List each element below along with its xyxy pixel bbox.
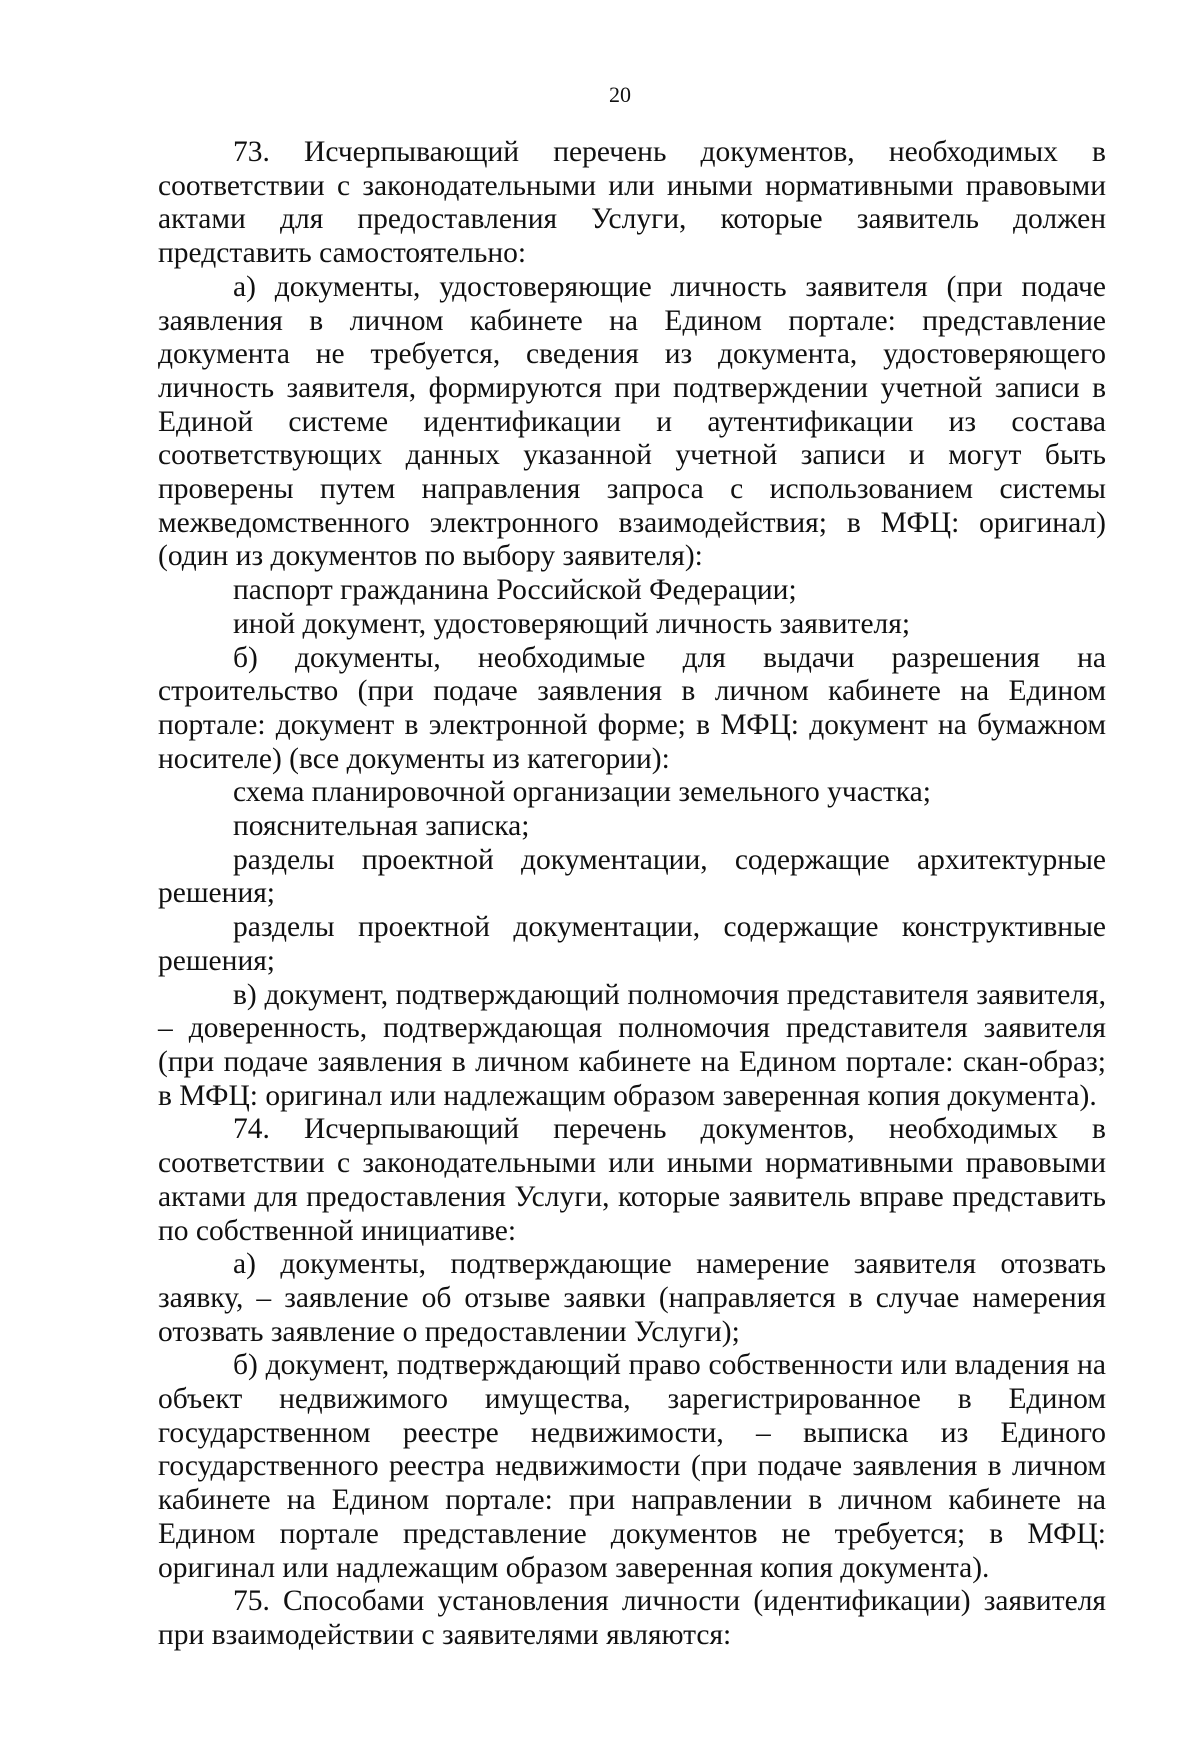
paragraph-73-v: в) документ, подтверждающий полномочия представителя заявителя, – доверенность, подтверждающая полномочия представителя заявителя (при подаче заявления в личном кабинете на Едином портале: скан-образ; в МФЦ: оригинал или надлежащим образом заверенная копия документа). [158,978,1106,1112]
paragraph-74-b: б) документ, подтверждающий право собственности или владения на объект недвижимого имущества, зарегистрированное в Едином государственном реестре недвижимости, – выписка из Единого государственного реестра недвижимости (при подаче заявления в личном кабинете на Едином портале: при направлении в личном кабинете на Едином портале представление документов не требуется; в МФЦ: оригинал или надлежащим образом заверенная копия документа). [158,1349,1106,1584]
paragraph-74: 74. Исчерпывающий перечень документов, необходимых в соответствии с законодательными или иными нормативными правовыми актами для предоставления Услуги, которые заявитель вправе представить по собственной инициативе: [158,1113,1106,1247]
list-item-structural-sections: разделы проектной документации, содержащие конструктивные решения; [158,911,1106,977]
page-number: 20 [609,82,631,107]
list-item-site-plan: схема планировочной организации земельного участка; [233,776,931,809]
list-item-passport: паспорт гражданина Российской Федерации; [233,574,797,607]
list-item-other-id: иной документ, удостоверяющий личность заявителя; [233,607,911,640]
list-item-architectural-sections: разделы проектной документации, содержащие архитектурные решения; [158,843,1106,910]
paragraph-73: 73. Исчерпывающий перечень документов, необходимых в соответствии с законодательными или иными нормативными правовыми актами для предоставления Услуги, которые заявитель должен представить самостоятельно: [158,136,1106,270]
document-body [158,136,1106,1653]
list-item-explanatory-note: пояснительная записка; [233,810,530,843]
paragraph-74-a: а) документы, подтверждающие намерение заявителя отозвать заявку, – заявление об отзыве заявки (направляется в случае намерения отозвать заявление о предоставлении Услуги); [158,1248,1106,1348]
paragraph-75: 75. Способами установления личности (идентификации) заявителя при взаимодействии с заявителями являются: [158,1585,1106,1651]
paragraph-73-a: а) документы, удостоверяющие личность заявителя (при подаче заявления в личном кабинете на Едином портале: представление документа не требуется, сведения из документа, удостоверяющего личность заявителя, формируются при подтверждении учетной записи в Единой системе идентификации и аутентификации из состава соответствующих данных указанной учетной записи и могут быть проверены путем направления запроса с использованием системы межведомственного электронного взаимодействия; в МФЦ: оригинал) (один из документов по выбору заявителя): [158,270,1106,573]
paragraph-73-b: б) документы, необходимые для выдачи разрешения на строительство (при подаче заявления в личном кабинете на Едином портале: документ в электронной форме; в МФЦ: документ на бумажном носителе) (все документы из категории): [158,641,1106,775]
